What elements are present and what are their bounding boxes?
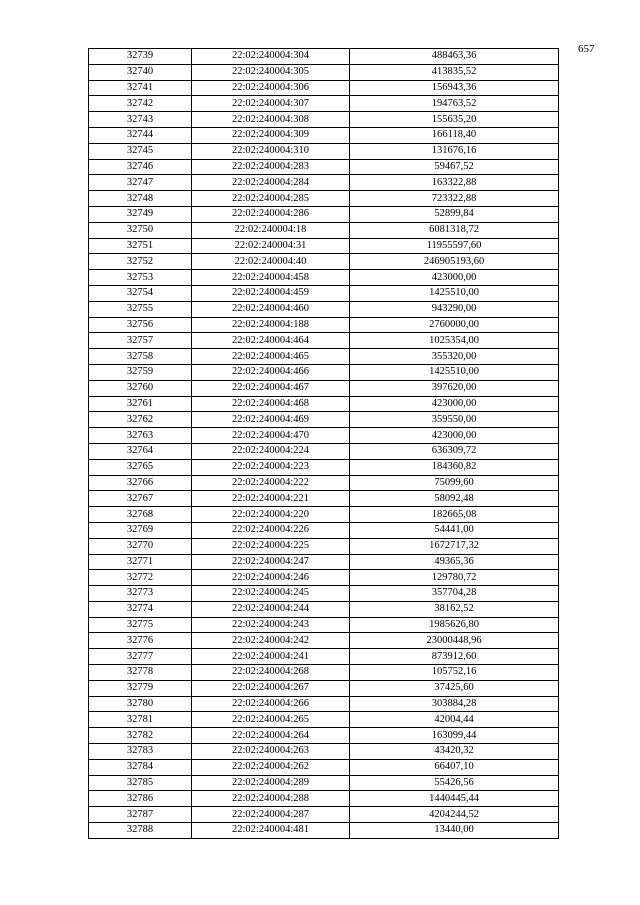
row-number-cell: 32766 (89, 475, 192, 491)
value-cell: 163099,44 (350, 728, 559, 744)
table-row (89, 759, 559, 775)
value-cell: 11955597,60 (350, 238, 559, 254)
row-number-cell: 32783 (89, 744, 192, 760)
value-cell: 397620,00 (350, 380, 559, 396)
table-row (89, 127, 559, 143)
value-cell: 723322,88 (350, 191, 559, 207)
cadastral-number-cell: 22:02:240004:245 (192, 586, 350, 602)
value-cell: 423000,00 (350, 270, 559, 286)
table-row (89, 744, 559, 760)
row-number-cell: 32765 (89, 459, 192, 475)
table-row (89, 491, 559, 507)
value-cell: 943290,00 (350, 301, 559, 317)
cadastral-number-cell: 22:02:240004:221 (192, 491, 350, 507)
table-row (89, 396, 559, 412)
row-number-cell: 32774 (89, 601, 192, 617)
row-number-cell: 32744 (89, 127, 192, 143)
row-number-cell: 32760 (89, 380, 192, 396)
value-cell: 1425510,00 (350, 285, 559, 301)
value-cell: 246905193,60 (350, 254, 559, 270)
value-cell: 58092,48 (350, 491, 559, 507)
value-cell: 38162,52 (350, 601, 559, 617)
value-cell: 1425510,00 (350, 364, 559, 380)
value-cell: 303884,28 (350, 696, 559, 712)
row-number-cell: 32743 (89, 112, 192, 128)
row-number-cell: 32750 (89, 222, 192, 238)
table-row (89, 538, 559, 554)
value-cell: 131676,16 (350, 143, 559, 159)
table-row (89, 254, 559, 270)
value-cell: 37425,60 (350, 680, 559, 696)
table-row (89, 823, 559, 839)
row-number-cell: 32769 (89, 522, 192, 538)
row-number-cell: 32781 (89, 712, 192, 728)
cadastral-number-cell: 22:02:240004:308 (192, 112, 350, 128)
table-row (89, 49, 559, 65)
value-cell: 1985626,80 (350, 617, 559, 633)
cadastral-number-cell: 22:02:240004:283 (192, 159, 350, 175)
value-cell: 357704,28 (350, 586, 559, 602)
value-cell: 75099,60 (350, 475, 559, 491)
table-row (89, 522, 559, 538)
value-cell: 105752,16 (350, 665, 559, 681)
cadastral-number-cell: 22:02:240004:286 (192, 206, 350, 222)
table-row (89, 349, 559, 365)
table-row (89, 428, 559, 444)
value-cell: 1672717,32 (350, 538, 559, 554)
cadastral-number-cell: 22:02:240004:459 (192, 285, 350, 301)
row-number-cell: 32746 (89, 159, 192, 175)
value-cell: 166118,40 (350, 127, 559, 143)
row-number-cell: 32777 (89, 649, 192, 665)
row-number-cell: 32784 (89, 759, 192, 775)
cadastral-number-cell: 22:02:240004:268 (192, 665, 350, 681)
table-row (89, 159, 559, 175)
cadastral-number-cell: 22:02:240004:466 (192, 364, 350, 380)
cadastral-number-cell: 22:02:240004:222 (192, 475, 350, 491)
row-number-cell: 32767 (89, 491, 192, 507)
row-number-cell: 32779 (89, 680, 192, 696)
row-number-cell: 32764 (89, 443, 192, 459)
cadastral-number-cell: 22:02:240004:243 (192, 617, 350, 633)
table-row (89, 112, 559, 128)
table-row (89, 586, 559, 602)
table-row (89, 680, 559, 696)
cadastral-number-cell: 22:02:240004:241 (192, 649, 350, 665)
cadastral-number-cell: 22:02:240004:307 (192, 96, 350, 112)
value-cell: 636309,72 (350, 443, 559, 459)
cadastral-number-cell: 22:02:240004:18 (192, 222, 350, 238)
value-cell: 184360,82 (350, 459, 559, 475)
value-cell: 413835,52 (350, 64, 559, 80)
row-number-cell: 32748 (89, 191, 192, 207)
value-cell: 355320,00 (350, 349, 559, 365)
value-cell: 1440445,44 (350, 791, 559, 807)
cadastral-number-cell: 22:02:240004:246 (192, 570, 350, 586)
cadastral-number-cell: 22:02:240004:481 (192, 823, 350, 839)
row-number-cell: 32756 (89, 317, 192, 333)
row-number-cell: 32786 (89, 791, 192, 807)
cadastral-number-cell: 22:02:240004:470 (192, 428, 350, 444)
value-cell: 4204244,52 (350, 807, 559, 823)
cadastral-number-cell: 22:02:240004:247 (192, 554, 350, 570)
table-row (89, 333, 559, 349)
row-number-cell: 32762 (89, 412, 192, 428)
value-cell: 66407,10 (350, 759, 559, 775)
row-number-cell: 32752 (89, 254, 192, 270)
row-number-cell: 32755 (89, 301, 192, 317)
cadastral-number-cell: 22:02:240004:289 (192, 775, 350, 791)
cadastral-number-cell: 22:02:240004:242 (192, 633, 350, 649)
row-number-cell: 32772 (89, 570, 192, 586)
cadastral-number-cell: 22:02:240004:225 (192, 538, 350, 554)
cadastral-number-cell: 22:02:240004:265 (192, 712, 350, 728)
value-cell: 194763,52 (350, 96, 559, 112)
table-row (89, 649, 559, 665)
cadastral-number-cell: 22:02:240004:284 (192, 175, 350, 191)
table-row (89, 270, 559, 286)
table-row (89, 665, 559, 681)
value-cell: 155635,20 (350, 112, 559, 128)
table-row (89, 364, 559, 380)
table-row (89, 475, 559, 491)
row-number-cell: 32763 (89, 428, 192, 444)
row-number-cell: 32775 (89, 617, 192, 633)
value-cell: 423000,00 (350, 428, 559, 444)
value-cell: 129780,72 (350, 570, 559, 586)
cadastral-number-cell: 22:02:240004:469 (192, 412, 350, 428)
cadastral-number-cell: 22:02:240004:188 (192, 317, 350, 333)
table-row (89, 80, 559, 96)
cadastral-number-cell: 22:02:240004:460 (192, 301, 350, 317)
cadastral-number-cell: 22:02:240004:223 (192, 459, 350, 475)
row-number-cell: 32751 (89, 238, 192, 254)
table-row (89, 412, 559, 428)
table-row (89, 617, 559, 633)
row-number-cell: 32759 (89, 364, 192, 380)
row-number-cell: 32739 (89, 49, 192, 65)
row-number-cell: 32757 (89, 333, 192, 349)
row-number-cell: 32741 (89, 80, 192, 96)
row-number-cell: 32761 (89, 396, 192, 412)
row-number-cell: 32780 (89, 696, 192, 712)
cadastral-number-cell: 22:02:240004:264 (192, 728, 350, 744)
row-number-cell: 32788 (89, 823, 192, 839)
cadastral-number-cell: 22:02:240004:263 (192, 744, 350, 760)
cadastral-number-cell: 22:02:240004:304 (192, 49, 350, 65)
value-cell: 2760000,00 (350, 317, 559, 333)
table-row (89, 222, 559, 238)
row-number-cell: 32753 (89, 270, 192, 286)
cadastral-number-cell: 22:02:240004:266 (192, 696, 350, 712)
value-cell: 359550,00 (350, 412, 559, 428)
cadastral-number-cell: 22:02:240004:267 (192, 680, 350, 696)
row-number-cell: 32754 (89, 285, 192, 301)
cadastral-number-cell: 22:02:240004:464 (192, 333, 350, 349)
row-number-cell: 32771 (89, 554, 192, 570)
cadastral-number-cell: 22:02:240004:306 (192, 80, 350, 96)
row-number-cell: 32758 (89, 349, 192, 365)
value-cell: 52899,84 (350, 206, 559, 222)
table-row (89, 728, 559, 744)
table-row (89, 696, 559, 712)
table-row (89, 554, 559, 570)
value-cell: 23000448,96 (350, 633, 559, 649)
row-number-cell: 32747 (89, 175, 192, 191)
value-cell: 42004,44 (350, 712, 559, 728)
table-row (89, 206, 559, 222)
table-row (89, 285, 559, 301)
table-row (89, 712, 559, 728)
table-row (89, 96, 559, 112)
table-row (89, 380, 559, 396)
table-row (89, 570, 559, 586)
table-row (89, 633, 559, 649)
cadastral-number-cell: 22:02:240004:305 (192, 64, 350, 80)
cadastral-number-cell: 22:02:240004:262 (192, 759, 350, 775)
cadastral-number-cell: 22:02:240004:40 (192, 254, 350, 270)
table-row (89, 317, 559, 333)
table-row (89, 443, 559, 459)
cadastral-number-cell: 22:02:240004:226 (192, 522, 350, 538)
cadastral-value-table (88, 48, 559, 839)
value-cell: 423000,00 (350, 396, 559, 412)
row-number-cell: 32785 (89, 775, 192, 791)
cadastral-number-cell: 22:02:240004:467 (192, 380, 350, 396)
row-number-cell: 32782 (89, 728, 192, 744)
cadastral-number-cell: 22:02:240004:224 (192, 443, 350, 459)
table-row (89, 301, 559, 317)
value-cell: 488463,36 (350, 49, 559, 65)
cadastral-number-cell: 22:02:240004:31 (192, 238, 350, 254)
value-cell: 55426,56 (350, 775, 559, 791)
cadastral-number-cell: 22:02:240004:468 (192, 396, 350, 412)
table-row (89, 807, 559, 823)
value-cell: 873912,60 (350, 649, 559, 665)
table-row (89, 191, 559, 207)
row-number-cell: 32770 (89, 538, 192, 554)
cadastral-number-cell: 22:02:240004:287 (192, 807, 350, 823)
table-row (89, 175, 559, 191)
cadastral-number-cell: 22:02:240004:309 (192, 127, 350, 143)
row-number-cell: 32740 (89, 64, 192, 80)
table-row (89, 507, 559, 523)
cadastral-number-cell: 22:02:240004:458 (192, 270, 350, 286)
table-row (89, 459, 559, 475)
row-number-cell: 32768 (89, 507, 192, 523)
row-number-cell: 32745 (89, 143, 192, 159)
value-cell: 54441,00 (350, 522, 559, 538)
cadastral-number-cell: 22:02:240004:288 (192, 791, 350, 807)
value-cell: 1025354,00 (350, 333, 559, 349)
row-number-cell: 32742 (89, 96, 192, 112)
cadastral-number-cell: 22:02:240004:465 (192, 349, 350, 365)
table-row (89, 143, 559, 159)
table-row (89, 601, 559, 617)
value-cell: 49365,36 (350, 554, 559, 570)
value-cell: 13440,00 (350, 823, 559, 839)
table-row (89, 775, 559, 791)
value-cell: 156943,36 (350, 80, 559, 96)
cadastral-number-cell: 22:02:240004:310 (192, 143, 350, 159)
cadastral-number-cell: 22:02:240004:220 (192, 507, 350, 523)
row-number-cell: 32749 (89, 206, 192, 222)
row-number-cell: 32776 (89, 633, 192, 649)
row-number-cell: 32787 (89, 807, 192, 823)
table-body (89, 49, 559, 839)
value-cell: 163322,88 (350, 175, 559, 191)
row-number-cell: 32778 (89, 665, 192, 681)
table-row (89, 64, 559, 80)
row-number-cell: 32773 (89, 586, 192, 602)
cadastral-number-cell: 22:02:240004:244 (192, 601, 350, 617)
page-number: 657 (578, 43, 595, 55)
value-cell: 6081318,72 (350, 222, 559, 238)
value-cell: 43420,32 (350, 744, 559, 760)
table-row (89, 238, 559, 254)
value-cell: 59467,52 (350, 159, 559, 175)
value-cell: 182665,08 (350, 507, 559, 523)
table-row (89, 791, 559, 807)
cadastral-number-cell: 22:02:240004:285 (192, 191, 350, 207)
